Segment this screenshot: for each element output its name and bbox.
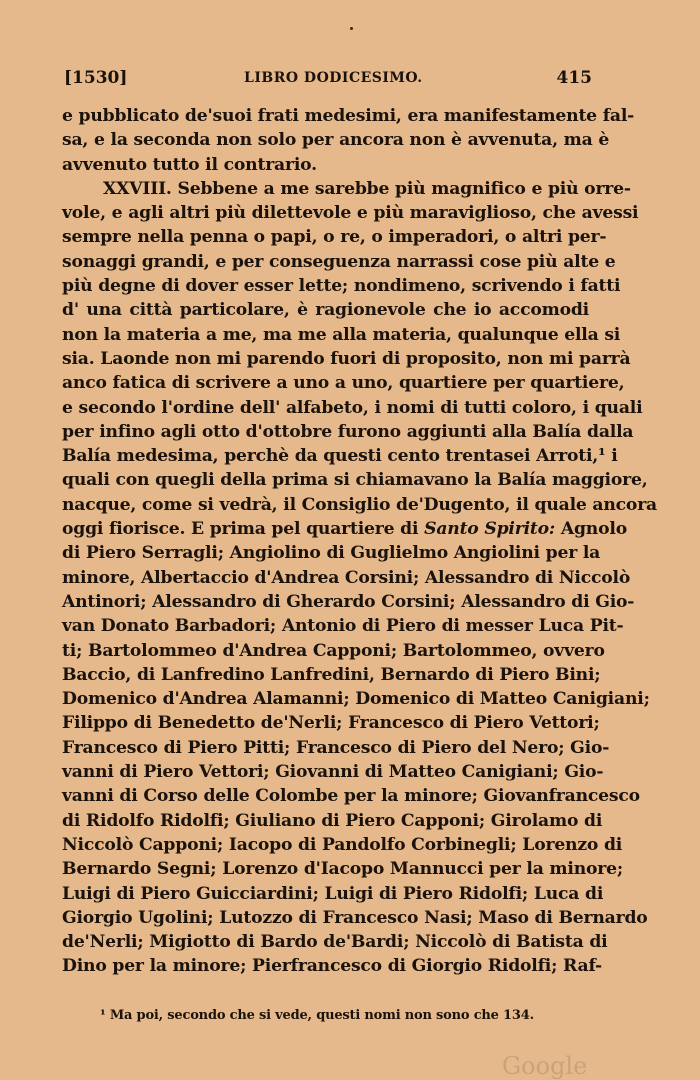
text-line: Dino per la minore; Pierfrancesco di Giorgio Ridolfi; Raf- [62,956,602,977]
text-line: vanni di Corso delle Colombe per la minore; Giovanfrancesco [62,786,640,807]
page-number: 415 [556,68,592,88]
text-line: di Ridolfo Ridolfi; Giuliano di Piero Capponi; Girolamo di [62,810,603,831]
running-header [64,68,592,94]
text-line: Bernardo Segni; Lorenzo d'Iacopo Mannucci per la minore; [62,859,624,880]
text-line: Niccolò Capponi; Iacopo di Pandolfo Corbinegli; Lorenzo di [62,834,623,855]
year-folio: [1530] [64,68,128,88]
text-line: sia. Laonde non mi parendo fuori di proposito, non mi parrà [62,348,631,369]
watermark: Google [502,1052,588,1080]
text-line: Domenico d'Andrea Alamanni; Domenico di Matteo Canigiani; [62,689,650,710]
text-line: e secondo l'ordine dell' alfabeto, i nomi di tutti coloro, i quali [62,397,643,418]
quarter-name: Santo Spirito: [424,519,556,540]
text-line: non la materia a me, ma me alla materia, qualunque ella si [62,324,621,345]
text-line: d' una città particolare, è ragionevole che io accomodi [62,300,589,321]
text-line: sonaggi grandi, e per conseguenza narrassi cose più alte e [62,251,616,272]
text-line: Antinori; Alessandro di Gherardo Corsini; Alessandro di Gio- [62,591,635,612]
text-line: Francesco di Piero Pitti; Francesco di Piero del Nero; Gio- [62,737,610,758]
line-end: Agnolo [555,519,627,540]
text-line: sempre nella penna o papi, o re, o imperadori, o altri per- [62,227,607,248]
text-line: Luigi di Piero Guicciardini; Luigi di Piero Ridolfi; Luca di [62,883,604,904]
text-line: de'Nerli; Migiotto di Bardo de'Bardi; Niccolò di Batista di [62,932,608,953]
text-line: minore, Albertaccio d'Andrea Corsini; Alessandro di Niccolò [62,567,631,588]
text-line: Filippo di Benedetto de'Nerli; Francesco di Piero Vettori; [62,713,600,734]
text-line: sa, e la seconda non solo per ancora non è avvenuta, ma è [62,130,610,151]
text-line: e pubblicato de'suoi frati medesimi, era manifestamente fal- [62,106,635,126]
text-line: avvenuto tutto il contrario. [62,154,317,175]
text-line: per infino agli otto d'ottobre furono aggiunti alla Balía dalla [62,421,634,442]
text-line: Baccio, di Lanfredino Lanfredini, Bernardo di Piero Bini; [62,664,601,685]
body-text [62,104,657,979]
text-line-mixed [62,517,627,541]
text-line: anco fatica di scrivere a uno a uno, quartiere per quartiere, [62,373,625,394]
line-start: oggi fiorisce. E prima pel quartiere di [62,519,419,540]
text-line: vole, e agli altri più dilettevole e più maraviglioso, che avessi [62,203,639,224]
text-line: XXVIII. Sebbene a me sarebbe più magnifico e più orre- [103,178,631,199]
text-line: ti; Bartolommeo d'Andrea Capponi; Bartolommeo, ovvero [62,640,605,661]
footnote: ¹ Ma poi, secondo che si vede, questi nomi non sono che 134. [100,1008,534,1023]
running-title: LIBRO DODICESIMO. [244,70,423,86]
text-line: Giorgio Ugolini; Lutozzo di Francesco Nasi; Maso di Bernardo [62,907,648,928]
text-line: vanni di Piero Vettori; Giovanni di Matteo Canigiani; Gio- [62,762,604,783]
text-line: van Donato Barbadori; Antonio di Piero di messer Luca Pit- [62,616,624,637]
text-line: Balía medesima, perchè da questi cento trentasei Arroti,¹ i [62,446,618,467]
text-line: nacque, come si vedrà, il Consiglio de'Dugento, il quale ancora [62,494,657,515]
paper-speck [350,27,353,30]
text-line: quali con quegli della prima si chiamavano la Balía maggiore, [62,470,648,491]
text-line: più degne di dover esser lette; nondimeno, scrivendo i fatti [62,276,621,297]
text-line: di Piero Serragli; Angiolino di Guglielmo Angiolini per la [62,543,601,564]
